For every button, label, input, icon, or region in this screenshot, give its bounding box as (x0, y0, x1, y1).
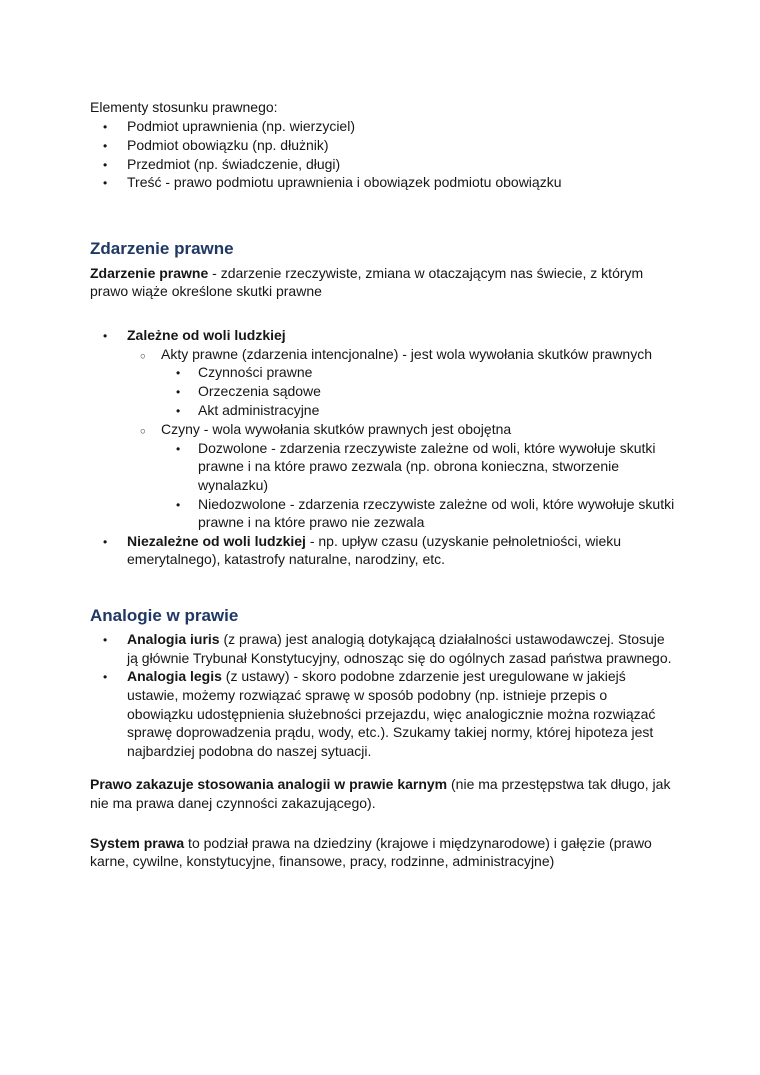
section-zdarzenie-prawne (90, 238, 675, 569)
paragraph-system-prawa (90, 834, 675, 871)
list-item-text: Podmiot obowiązku (np. dłużnik) (127, 136, 329, 153)
list-item (90, 155, 675, 174)
list-item (90, 667, 675, 760)
zdarzenie-list (90, 326, 675, 569)
bullet-icon: • (103, 138, 108, 153)
list-item-text: Przedmiot (np. świadczenie, długi) (127, 155, 341, 172)
list-item (90, 495, 675, 532)
bullet-icon: • (176, 497, 181, 512)
list-item-text: Akt administracyjne (198, 402, 320, 419)
list-item (90, 173, 675, 192)
section-heading: Zdarzenie prawne (90, 239, 234, 259)
list-item (90, 439, 675, 495)
bullet-icon: • (176, 404, 181, 419)
list-item (90, 326, 675, 345)
list-item-text: Akty prawne (zdarzenia intencjonalne) - jest wola wywołania skutków prawnych (161, 345, 653, 362)
paragraph-text: (nie ma przestępstwa tak długo, jak nie ma prawa danej czynności zakazującego). (90, 776, 671, 812)
section-heading: Analogie w prawie (90, 606, 239, 626)
list-item-text: Dozwolone - zdarzenia rzeczywiste zależne od woli, które wywołuje skutki prawne i na które prawo zezwala (np. obrona konieczna, stworzenie wynalazku) (198, 439, 656, 494)
term-bold: Niezależne od woli ludzkiej (127, 532, 306, 549)
list-item (90, 136, 675, 155)
list-item-text: Podmiot uprawnienia (np. wierzyciel) (127, 117, 355, 134)
definition-paragraph (90, 264, 675, 301)
list-item (90, 630, 675, 667)
bullet-icon: • (103, 119, 108, 134)
definition-text: - np. upływ czasu (uzyskanie pełnoletniości, wieku emerytalnego), katastrofy naturalne, narodziny, etc. (127, 532, 622, 568)
definition-text: - zdarzenie rzeczywiste, zmiana w otaczającym nas świecie, z którym prawo wiąże określone skutki prawne (90, 264, 644, 300)
intro-heading: Elementy stosunku prawnego: (90, 99, 278, 115)
bullet-icon: • (103, 176, 108, 191)
bullet-icon: • (103, 157, 108, 172)
list-item-text: Czyny - wola wywołania skutków prawnych jest obojętna (161, 421, 512, 438)
list-item-text (127, 532, 675, 569)
list-item (90, 363, 675, 382)
paragraph-prawo-zakazuje (90, 775, 675, 812)
list-item (90, 532, 675, 569)
list-item-text: Orzeczenia sądowe (198, 383, 321, 400)
list-item (90, 345, 675, 364)
bullet-icon: • (103, 670, 108, 685)
definition-text: (z ustawy) - skoro podobne zdarzenie jest uregulowane w jakiejś ustawie, możemy rozwiązać sprawę w sposób podobny (np. istnieje przepis o obowiązku udostępnienia służebności przejazdu, więc analogicznie można rozwiązać sprawę doprowadzenia prądu, wody, etc.). Szukamy takiej normy, której hipoteza jest najbardziej podobna do naszej sytuacji. (127, 668, 656, 759)
list-item (90, 401, 675, 420)
section-elementy (90, 98, 675, 192)
list-item-text (127, 630, 675, 667)
bullet-icon: • (176, 441, 181, 456)
circle-bullet-icon: ○ (140, 426, 146, 438)
term-bold: Zależne od woli ludzkiej (127, 326, 286, 343)
term-bold: Analogia legis (127, 668, 222, 685)
bullet-icon: • (176, 385, 181, 400)
list-item (90, 382, 675, 401)
bullet-icon: • (103, 633, 108, 648)
paragraph-text: to podział prawa na dziedziny (krajowe i międzynarodowe) i gałęzie (prawo karne, cywilne, konstytucyjne, finansowe, pracy, rodzinne, administracyjne) (90, 834, 652, 870)
definition-text: (z prawa) jest analogią dotykającą działalności ustawodawczej. Stosuje ją głównie Trybunał Konstytucyjny, odnosząc się do ogólnych zasad państwa prawnego. (127, 631, 672, 666)
term-bold: Analogia iuris (127, 631, 220, 648)
list-item (90, 420, 675, 439)
list-item-text (127, 667, 675, 760)
term-bold: System prawa (90, 834, 185, 851)
bullet-icon: • (176, 366, 181, 381)
list-item (90, 117, 675, 136)
list-item-text: Czynności prawne (198, 364, 313, 381)
bullet-icon: • (103, 328, 108, 343)
section-analogie (90, 605, 675, 760)
list-item-text: Niedozwolone - zdarzenia rzeczywiste zależne od woli, które wywołuje skutki prawne i na które prawo nie zezwala (198, 495, 675, 531)
bullet-icon: • (103, 534, 108, 549)
term-bold: Prawo zakazuje stosowania analogii w prawie karnym (90, 776, 448, 793)
list-item-text (127, 326, 675, 345)
list-item-text: Treść - prawo podmiotu uprawnienia i obowiązek podmiotu obowiązku (127, 174, 562, 191)
term-bold: Zdarzenie prawne (90, 264, 209, 281)
circle-bullet-icon: ○ (140, 350, 146, 362)
